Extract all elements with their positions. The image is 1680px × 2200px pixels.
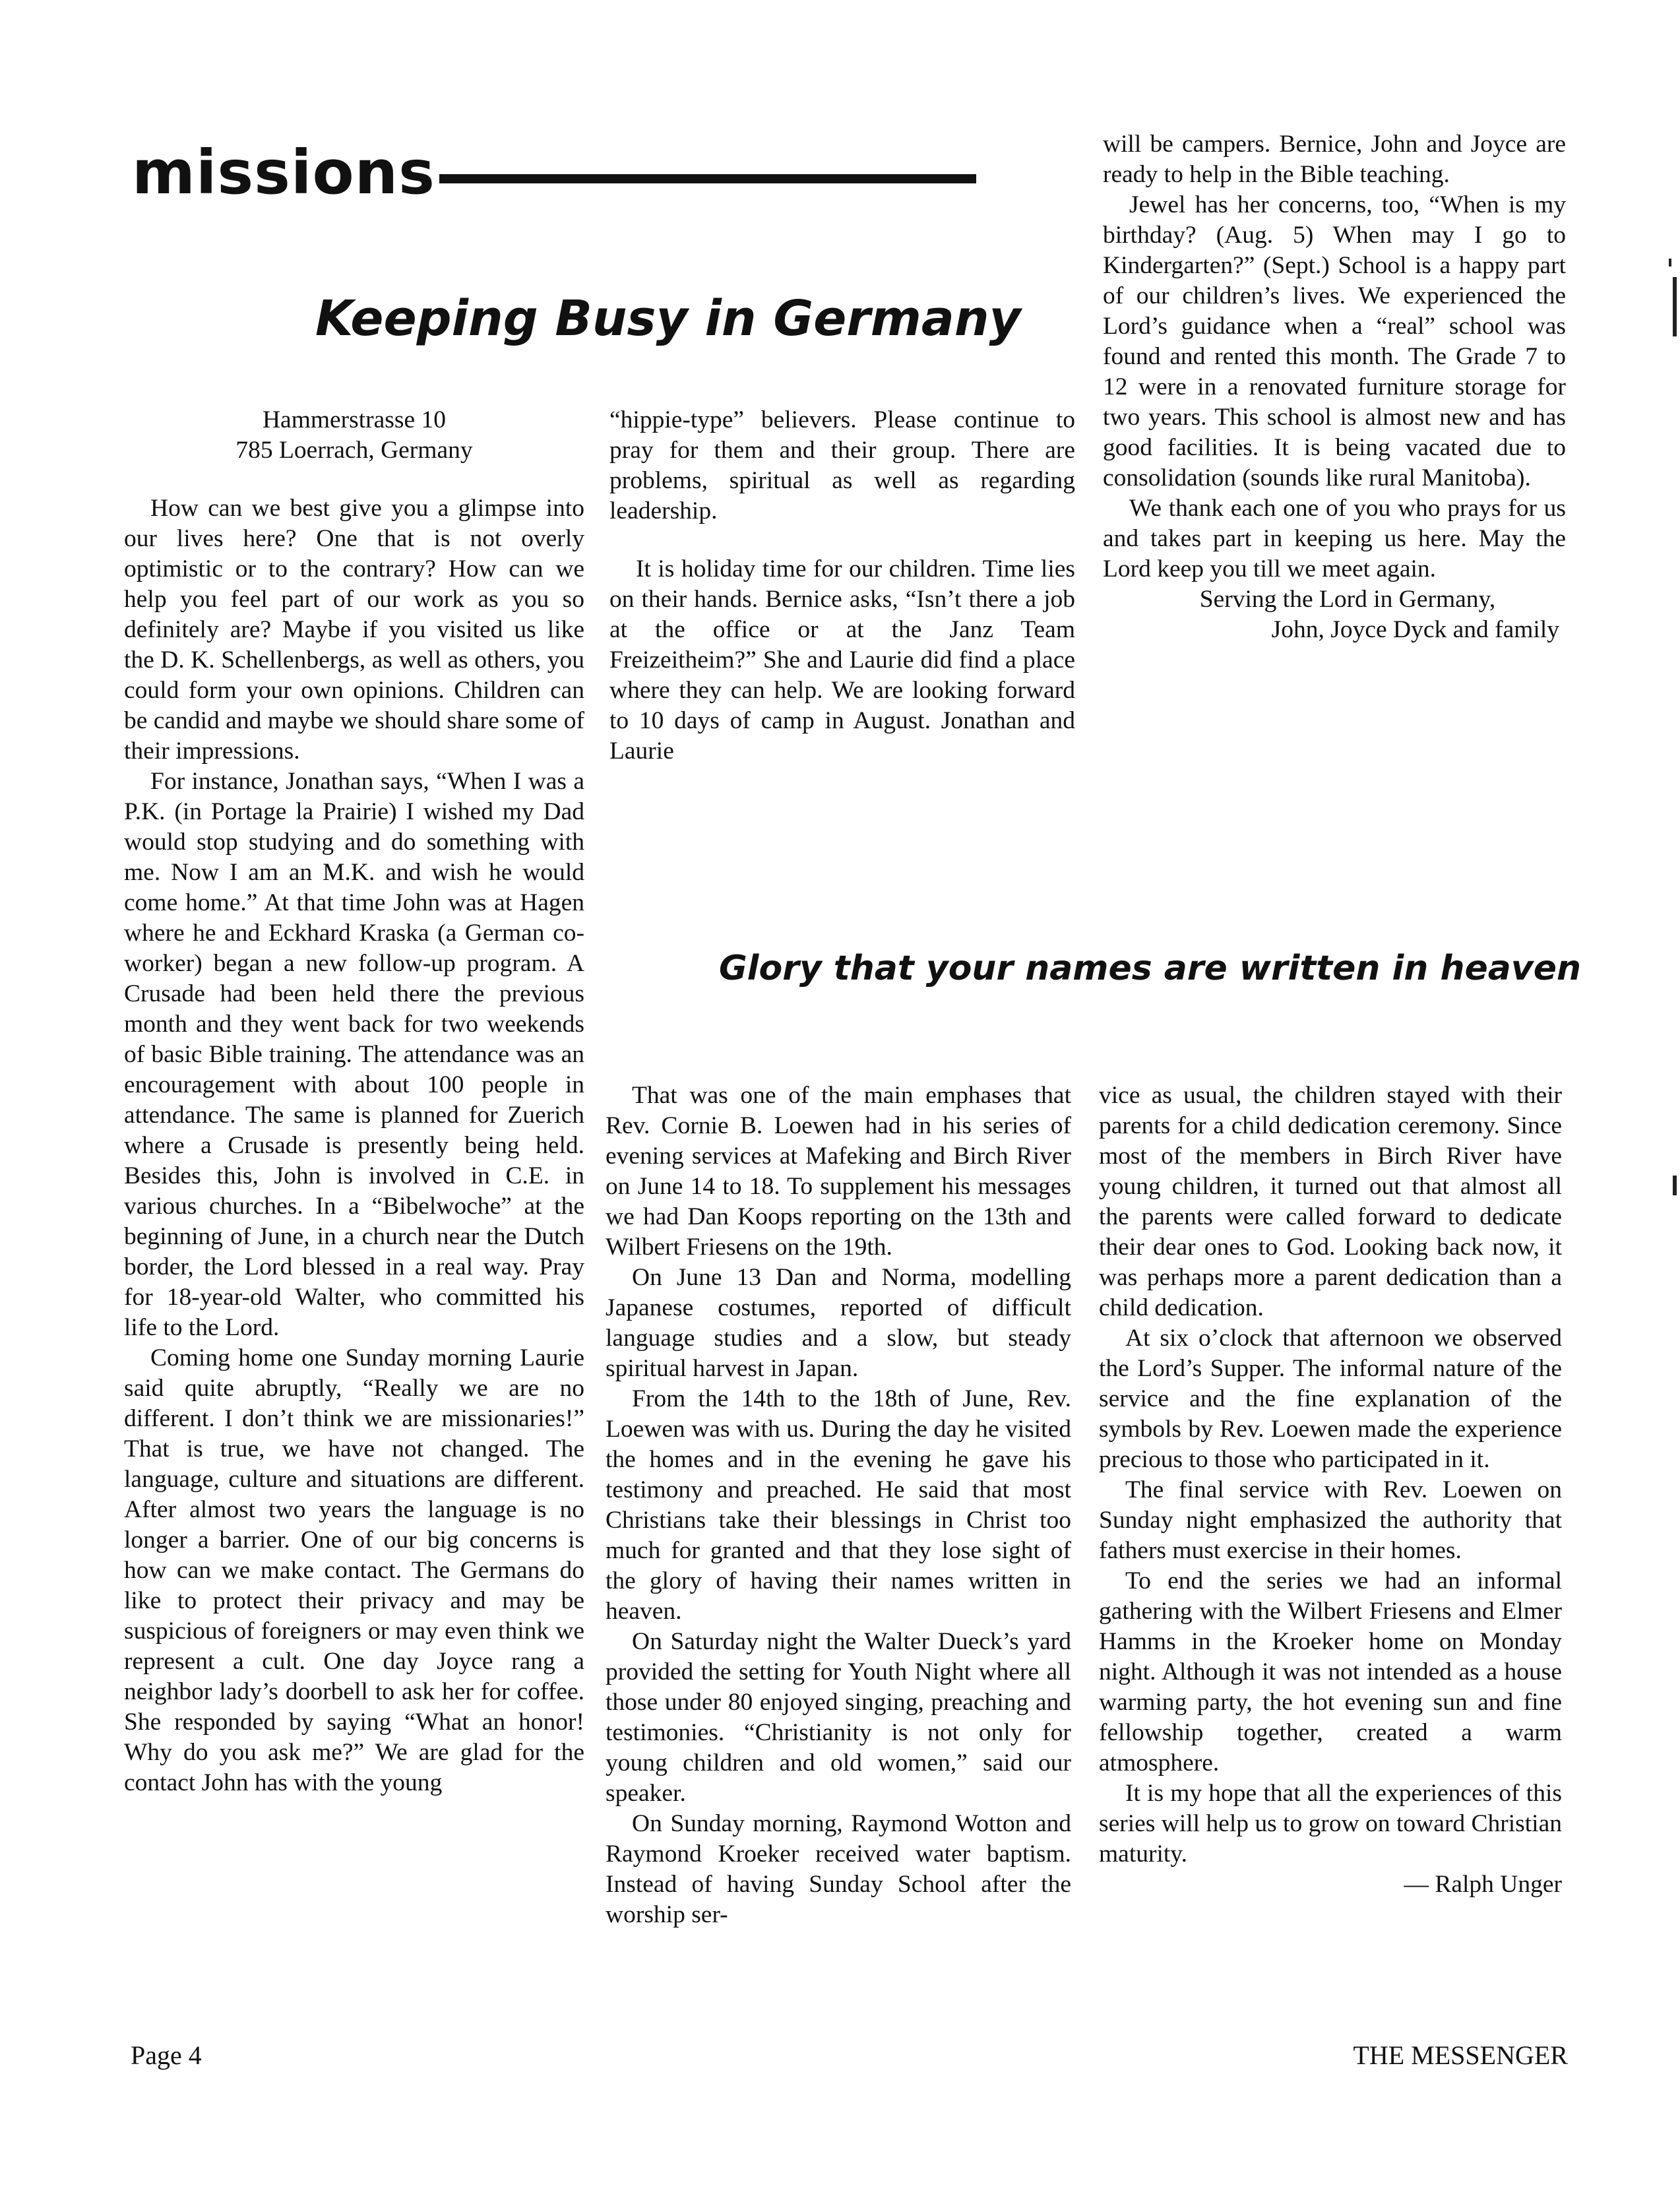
address-block [124,405,584,466]
article2-column-2 [606,1081,1071,1930]
paragraph: Coming home one Sunday morning Laurie said quite abruptly, “Really we are no different. I don’t think we are missionaries!” That is true, we have not changed. The language, culture and situations are different. After almost two years the language is no longer a barrier. One of our big concerns is how can we make contact. The Germans do like to protect their privacy and may be suspicious of foreigners or may even think we represent a cult. One day Joyce rang a neighbor lady’s doorbell to ask her for coffee. She responded by saying “What an honor! Why do you ask me?” We are glad for the contact John has with the young [124,1344,584,1796]
scan-edge-mark [1673,1176,1677,1195]
signoff-line: Serving the Lord in Germany, [1199,586,1496,613]
paragraph: Jewel has her concerns, too, “When is my birthday? (Aug. 5) When may I go to Kindergarten?” (Sept.) School is a happy part of our children’s lives. We experienced the Lord’s guidance when a “real” school was found and rented this month. The Grade 7 to 12 were in a renovated furniture storage for two years. This school is almost new and has good facilities. It is being vacated due to consolidation (sounds like rural Manitoba). [1103,191,1566,491]
article2-column-3 [1099,1081,1562,1900]
paragraph: On Sunday morning, Raymond Wotton and Raymond Kroeker received water baptism. Instead of having Sunday School after the worship ser- [606,1810,1071,1928]
scan-edge-mark [1673,277,1677,336]
paragraph: How can we best give you a glimpse into our lives here? One that is not overly optimistic or to the contrary? How can we help you feel part of our work as you so definitely are? Maybe if you visited us like the D. K. Schellenbergs, as well as others, you could form your own opinions. Children can be candid and maybe we should share some of their impressions. [124,495,584,765]
paragraph: At six o’clock that afternoon we observed the Lord’s Supper. The informal nature of the service and the fine explanation of the symbols by Rev. Loewen made the experience precious to those who participated in it. [1099,1325,1562,1473]
publication-name: THE MESSENGER [1353,2040,1568,2070]
scan-edge-mark [1669,259,1671,267]
paragraph: It is my hope that all the experiences of this series will help us to grow on toward Christian maturity. [1099,1780,1562,1868]
paragraph: To end the series we had an informal gathering with the Wilbert Friesens and Elmer Hamms in the Kroeker home on Monday night. Although it was not intended as a house warming party, the hot evening sun and fine fellowship together, created a warm atmosphere. [1099,1567,1562,1776]
article1-column-1 [124,405,584,1798]
article1-column-3 [1103,129,1566,645]
paragraph: On Saturday night the Walter Dueck’s yard provided the setting for Youth Night where all those under 80 enjoyed singing, preaching and testimonies. “Christianity is not only for young children and old women,” said our speaker. [606,1628,1071,1807]
section-title: missions [132,137,435,208]
paragraph: The final service with Rev. Loewen on Sunday night emphasized the authority that fathers must exercise in their homes. [1099,1476,1562,1564]
paragraph: On June 13 Dan and Norma, modelling Japanese costumes, reported of difficult language studies and a slow, but steady spiritual harvest in Japan. [606,1264,1071,1382]
address-line: Hammerstrasse 10 [262,406,447,433]
paragraph: For instance, Jonathan says, “When I was a P.K. (in Portage la Prairie) I wished my Dad would stop studying and do something with me. Now I am an M.K. and wish he would come home.” At that time John was at Hagen where he and Eckhard Kraska (a German co-worker) began a new follow-up program. A Crusade had been held there the previous month and they went back for two weekends of basic Bible training. The attendance was an encouragement with about 100 people in attendance. The same is planned for Zuerich where a Crusade is presently being held. Besides this, John is involved in C.E. in various churches. In a “Bibelwoche” at the beginning of June, in a church near the Dutch border, the Lord blessed in a real way. Pray for 18-year-old Walter, who committed his life to the Lord. [124,768,584,1341]
page-number: Page 4 [131,2040,202,2070]
section-rule [439,174,976,183]
article1-column-2 [609,405,1075,767]
paragraph: “hippie-type” believers. Please continue to pray for them and their group. There are problems, spiritual as well as regarding leadership. [609,406,1075,524]
address-line: 785 Loerrach, Germany [235,437,473,464]
article2-headline: Glory that your names are written in heaven [719,949,1582,988]
paragraph: will be campers. Bernice, John and Joyce are ready to help in the Bible teaching. [1103,131,1566,188]
paragraph: vice as usual, the children stayed with their parents for a child dedication ceremony. Since most of the members in Birch River have young children, it turned out that almost all the parents were called forward to dedicate their dear ones to God. Looking back now, it was perhaps more a parent dedication than a child dedication. [1099,1082,1562,1321]
paragraph: That was one of the main emphases that Rev. Cornie B. Loewen had in his series of evening services at Mafeking and Birch River on June 14 to 18. To supplement his messages we had Dan Koops reporting on the 13th and Wilbert Friesens on the 19th. [606,1082,1071,1261]
article1-headline: Keeping Busy in Germany [315,290,1021,347]
paragraph: From the 14th to the 18th of June, Rev. Loewen was with us. During the day he visited the homes and in the evening he gave his testimony and preached. He said that most Christians take their blessings in Christ too much for granted and that they lose sight of the glory of having their names written in heaven. [606,1385,1071,1625]
paragraph: It is holiday time for our children. Time lies on their hands. Bernice asks, “Isn’t there a job at the office or at the Janz Team Freizeitheim?” She and Laurie did find a place where they can help. We are looking forward to 10 days of camp in August. Jonathan and Laurie [609,555,1075,765]
paragraph: We thank each one of you who prays for us and takes part in keeping us here. May the Lord keep you till we meet again. [1103,495,1566,582]
byline: — Ralph Unger [1404,1871,1562,1898]
signoff-names: John, Joyce Dyck and family [1271,616,1559,643]
